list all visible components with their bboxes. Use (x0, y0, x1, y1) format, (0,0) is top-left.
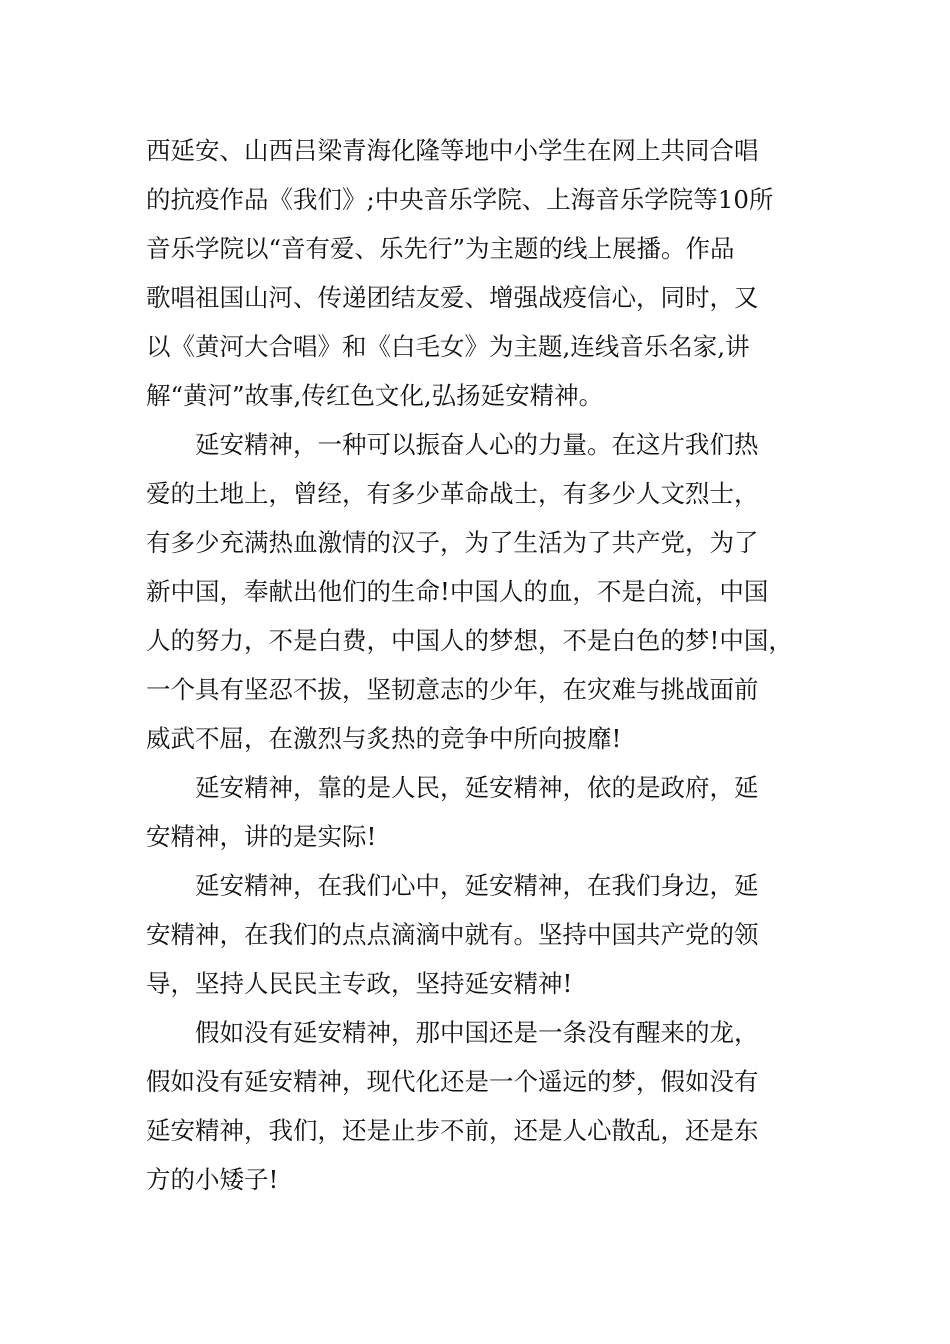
text-line: 解“黄河”故事,传红色文化,弘扬延安精神。 (146, 381, 604, 410)
paragraph-4 (146, 861, 836, 1008)
text-line: 导，坚持人民民主专政，坚持延安精神! (146, 969, 573, 998)
text-line: 假如没有延安精神，现代化还是一个遥远的梦，假如没有 (146, 1067, 759, 1096)
text-line: 新中国，奉献出他们的生命!中国人的血，不是白流，中国 (146, 577, 769, 606)
text-line: 方的小矮子! (146, 1165, 279, 1194)
text-line: 歌唱祖国山河、传递团结友爱、增强战疫信心，同时，又 (146, 283, 759, 312)
text-line: 威武不屈，在激烈与炙热的竞争中所向披靡! (146, 724, 622, 753)
text-line: 西延安、山西吕梁青海化隆等地中小学生在网上共同合唱 (146, 136, 759, 165)
text-line: 一个具有坚忍不拔，坚韧意志的少年，在灾难与挑战面前 (146, 675, 759, 704)
text-line: 延安精神，在我们心中，延安精神，在我们身边，延 (146, 871, 759, 900)
text-line: 延安精神，一种可以振奋人心的力量。在这片我们热 (146, 430, 759, 459)
text-line: 的抗疫作品《我们》;中央音乐学院、上海音乐学院等10所 (146, 185, 774, 214)
text-line: 音乐学院以“音有爱、乐先行”为主题的线上展播。作品 (146, 234, 735, 263)
text-line: 以《黄河大合唱》和《白毛女》为主题,连线音乐名家,讲 (146, 332, 750, 361)
text-line: 人的努力，不是白费，中国人的梦想，不是白色的梦!中国， (146, 626, 793, 655)
text-line: 假如没有延安精神，那中国还是一条没有醒来的龙， (146, 1018, 759, 1047)
text-line: 延安精神，靠的是人民，延安精神，依的是政府，延 (146, 773, 759, 802)
paragraph-5 (146, 1008, 836, 1204)
text-line: 安精神，讲的是实际! (146, 822, 377, 851)
text-line: 延安精神，我们，还是止步不前，还是人心散乱，还是东 (146, 1116, 759, 1145)
text-line: 有多少充满热血激情的汉子，为了生活为了共产党，为了 (146, 528, 759, 557)
document-body (146, 126, 836, 1204)
text-line: 安精神，在我们的点点滴滴中就有。坚持中国共产党的领 (146, 920, 759, 949)
paragraph-1 (146, 126, 836, 420)
paragraph-2 (146, 420, 836, 763)
text-line: 爱的土地上，曾经，有多少革命战士，有多少人文烈士， (146, 479, 759, 508)
paragraph-3 (146, 763, 836, 861)
